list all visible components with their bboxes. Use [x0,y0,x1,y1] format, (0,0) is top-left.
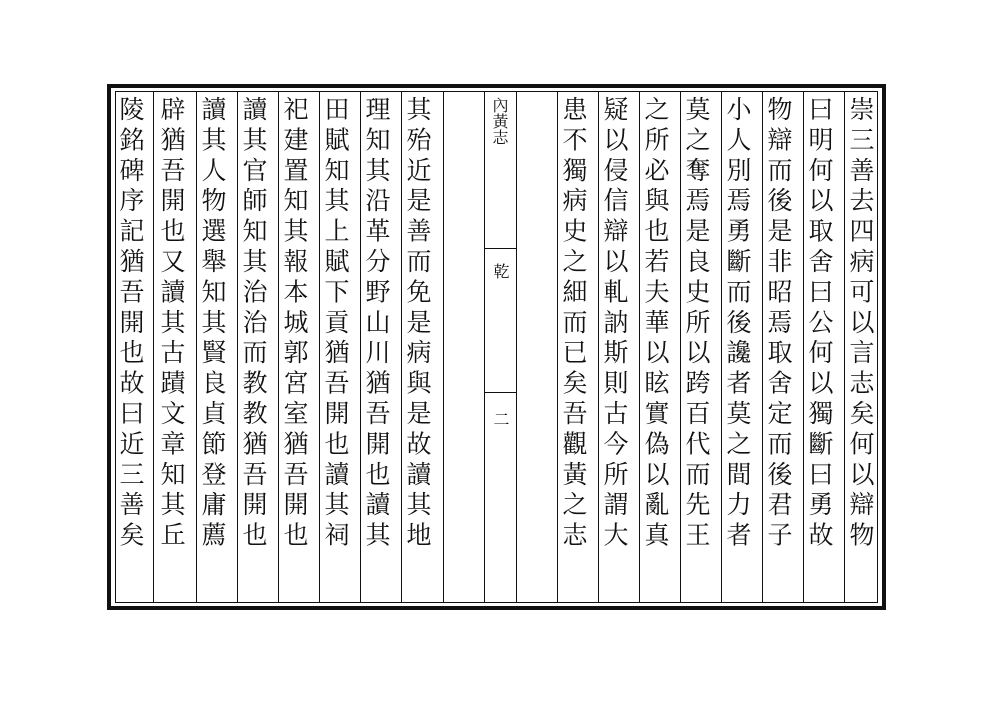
column-divider [278,92,279,602]
text-column: 田賦知其上賦下貢猶吾開也讀其祠 [321,96,350,552]
center-divider-left [484,92,485,602]
column-divider [844,92,845,602]
text-column: 讀其官師知其治治而教教猶吾開也 [239,96,268,552]
column-divider [721,92,722,602]
column-divider [762,92,763,602]
column-divider [237,92,238,602]
column-divider [196,92,197,602]
text-column: 祀建置知其報本城郭宮室猶吾開也 [280,96,309,552]
column-divider [153,92,154,602]
column-divider [443,92,444,602]
volume-marker: 乾 [491,263,510,279]
column-divider [598,92,599,602]
column-divider [680,92,681,602]
text-column: 小人別焉勇斷而後讒者莫之間力者 [723,96,752,552]
text-column: 之所必與也若夫華以眩實偽以亂真 [641,96,670,552]
center-rule [484,392,516,393]
text-column: 陵銘碑序記猶吾開也故曰近三善矣 [116,96,145,552]
center-rule [484,248,516,249]
text-column: 疑以侵信辯以軋訥斯則古今所謂大 [600,96,629,552]
column-divider [557,92,558,602]
center-divider-right [516,92,517,602]
text-column: 患不獨病史之細而已矣吾觀黃之志 [559,96,588,552]
book-title: 內黃志 [490,97,509,145]
text-column: 理知其沿革分野山川猶吾開也讀其 [362,96,391,552]
text-column: 其殆近是善而免是病與是故讀其地 [403,96,432,552]
text-column: 崇三善去四病可以言志矣何以辯物 [846,96,875,552]
text-column: 曰明何以取舍曰公何以獨斷曰勇故 [805,96,834,552]
column-divider [319,92,320,602]
column-divider [360,92,361,602]
column-divider [639,92,640,602]
column-divider [401,92,402,602]
text-column: 物辯而後是非昭焉取舍定而後君子 [764,96,793,552]
column-divider [803,92,804,602]
text-column: 莫之奪焉是良史所以跨百代而先王 [682,96,711,552]
page-number: 二 [491,411,510,427]
text-column: 讀其人物選舉知其賢良貞節登庸薦 [198,96,227,552]
text-column: 辟猶吾開也又讀其古蹟文章知其丘 [157,96,186,552]
